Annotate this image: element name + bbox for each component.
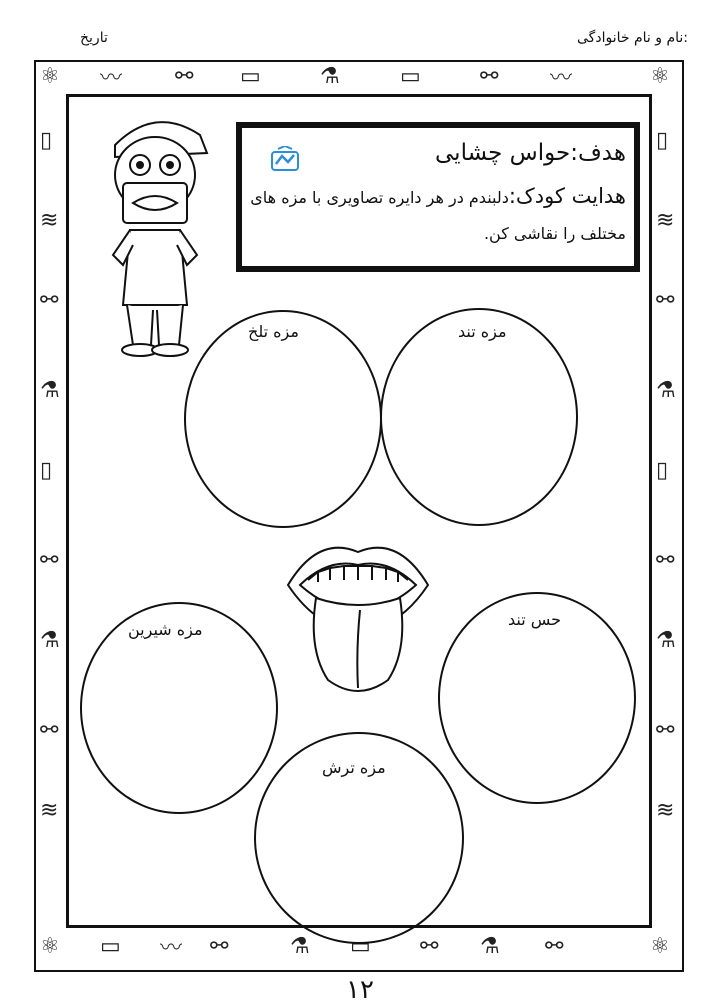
flask-icon: ⚗ (40, 628, 60, 653)
date-label: تاریخ (80, 30, 108, 46)
flask-icon: ⚗ (480, 934, 500, 959)
test-tube-icon: ▯ (656, 128, 669, 153)
dna-icon: ≋ (656, 798, 675, 823)
molecule-icon: ⚯ (40, 288, 59, 313)
molecule-icon: ⚯ (480, 64, 499, 89)
dna-icon: 〰 (100, 66, 123, 91)
label-hot-sense: حس تند (508, 610, 562, 629)
label-sour: مزه ترش (322, 758, 386, 777)
label-sweet: مزه شیرین (128, 620, 203, 639)
molecule-icon: ⚯ (40, 718, 59, 743)
name-label: نام و نام خانوادگی: (577, 30, 688, 46)
instruction-text: دلبندم در هر دایره تصاویری با مزه های مختلف را نقاشی کن. (250, 188, 626, 243)
label-spicy: مزه تند (458, 322, 507, 341)
molecule-icon: ⚯ (656, 718, 675, 743)
atom-icon: ⚛ (40, 64, 60, 89)
dna-icon: 〰 (160, 936, 183, 961)
molecule-icon: ⚯ (40, 548, 59, 573)
flask-icon: ⚗ (40, 378, 60, 403)
dna-icon: ≋ (40, 208, 59, 233)
goal-title: هدف:حواس چشایی (435, 140, 626, 166)
molecule-icon: ⚯ (545, 934, 564, 959)
instruction-label: هدایت کودک: (508, 184, 626, 208)
molecule-icon: ⚯ (420, 934, 439, 959)
test-tube-icon: ▯ (40, 128, 53, 153)
dna-icon: ≋ (656, 208, 675, 233)
atom-icon: ⚛ (650, 934, 670, 959)
dna-icon: ≋ (40, 798, 59, 823)
molecule-icon: ⚯ (175, 64, 194, 89)
molecule-icon: ⚯ (656, 548, 675, 573)
flask-icon: ⚗ (656, 628, 676, 653)
atom-icon: ⚛ (650, 64, 670, 89)
molecule-icon: ⚯ (210, 934, 229, 959)
flask-icon: ⚗ (656, 378, 676, 403)
test-tube-icon: ▭ (100, 934, 121, 959)
molecule-icon: ⚯ (656, 288, 675, 313)
dna-icon: 〰 (550, 66, 573, 91)
flask-icon: ⚗ (320, 64, 340, 89)
publisher-logo (268, 146, 302, 176)
test-tube-icon: ▯ (40, 458, 53, 483)
circle-bitter[interactable] (184, 310, 382, 528)
mouth-tongue-illustration (278, 530, 438, 700)
label-bitter: مزه تلخ (248, 322, 299, 341)
test-tube-icon: ▭ (400, 64, 421, 89)
flask-icon: ⚗ (290, 934, 310, 959)
task-box (236, 122, 640, 272)
boy-illustration (95, 105, 215, 360)
atom-icon: ⚛ (40, 934, 60, 959)
test-tube-icon: ▭ (350, 934, 371, 959)
page-number: ۱۲ (346, 975, 374, 1005)
instruction (246, 180, 626, 252)
test-tube-icon: ▭ (240, 64, 261, 89)
test-tube-icon: ▯ (656, 458, 669, 483)
